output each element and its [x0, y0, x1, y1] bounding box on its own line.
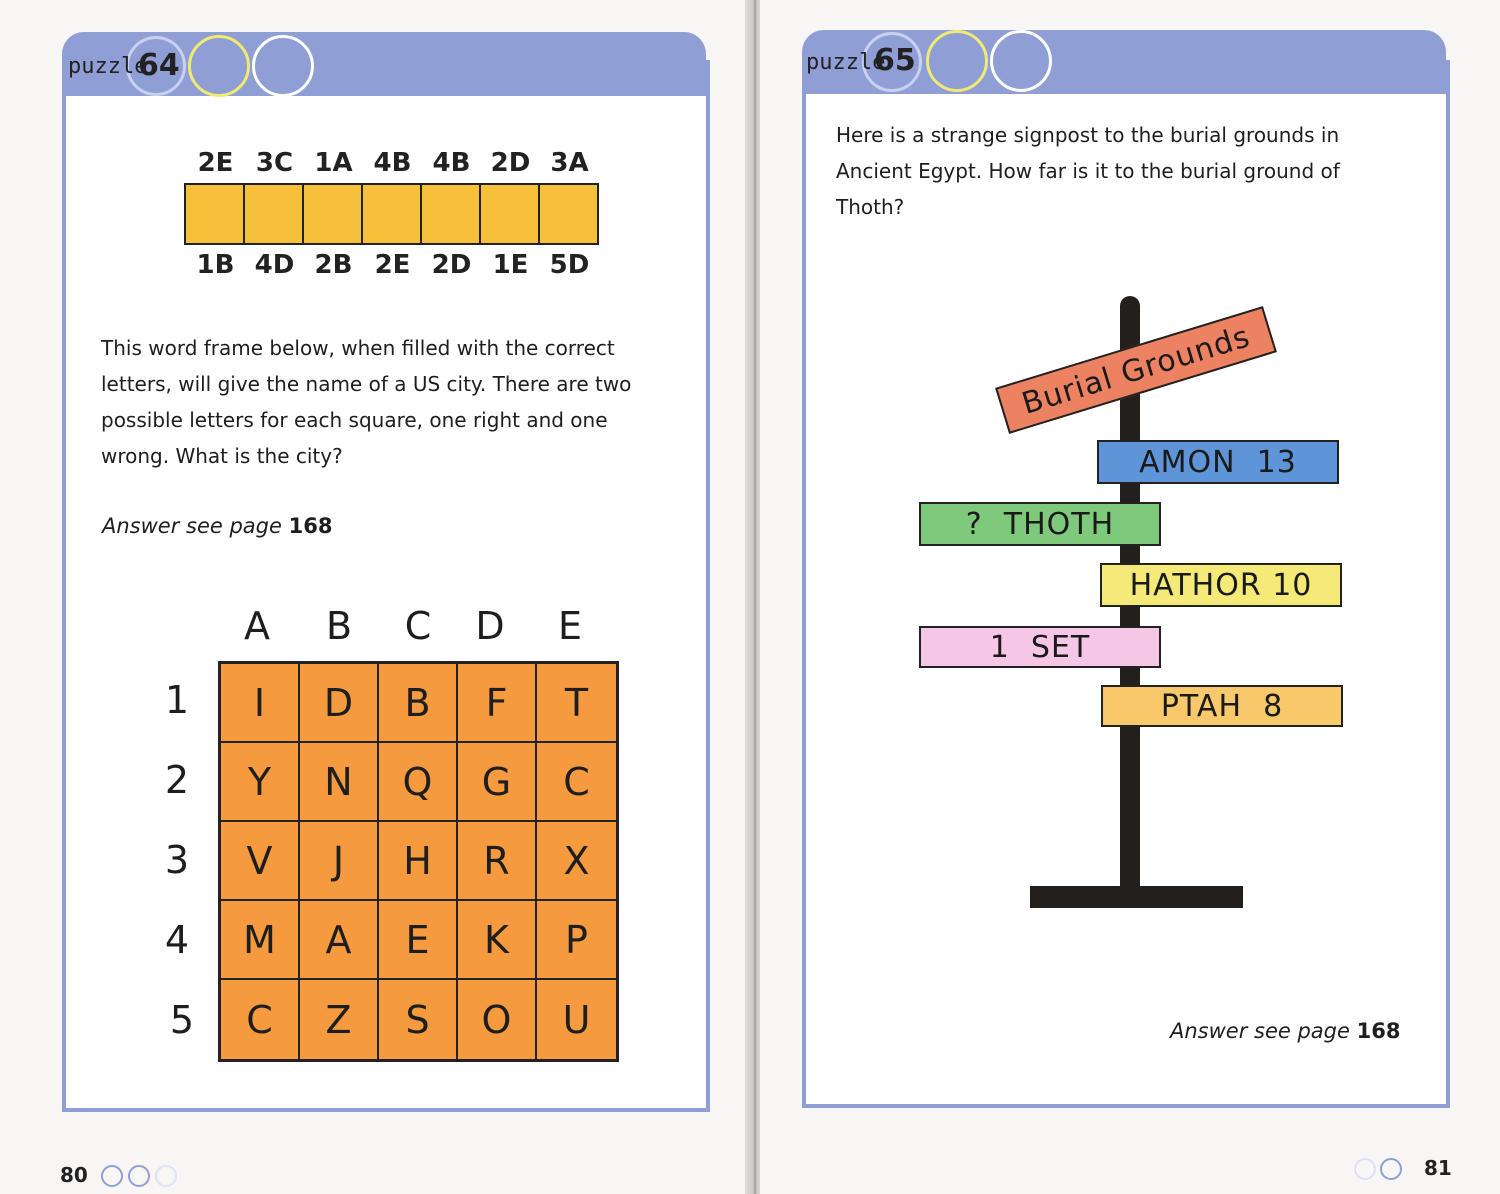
- grid-cell[interactable]: Q: [379, 743, 458, 822]
- code-bottom-label: 1E: [492, 250, 529, 280]
- grid-cell[interactable]: G: [458, 743, 537, 822]
- signpost-base: [1030, 886, 1243, 908]
- code-top-label: 1A: [314, 148, 353, 178]
- answer-page-number: 168: [1356, 1019, 1401, 1043]
- grid-cell[interactable]: V: [221, 822, 300, 901]
- grid-column-header: B: [325, 604, 353, 648]
- right-page: [760, 0, 1500, 1194]
- grid-cell[interactable]: Z: [300, 980, 379, 1059]
- word-frame-square[interactable]: [422, 185, 481, 243]
- code-bottom-label: 1B: [196, 250, 235, 280]
- grid-cell[interactable]: C: [537, 743, 616, 822]
- decorative-circle-icon: [155, 1165, 177, 1187]
- grid-cell[interactable]: M: [221, 901, 300, 980]
- word-frame: [184, 183, 599, 245]
- code-bottom-label: 2B: [314, 250, 353, 280]
- grid-cell[interactable]: N: [300, 743, 379, 822]
- word-frame-square[interactable]: [540, 185, 597, 243]
- grid-row-header: 5: [169, 998, 195, 1042]
- decorative-circle-icon: [128, 1165, 150, 1187]
- grid-row-header: 4: [164, 918, 190, 962]
- left-page: [0, 0, 745, 1194]
- grid-cell[interactable]: A: [300, 901, 379, 980]
- decorative-circle-icon: [101, 1165, 123, 1187]
- grid-cell[interactable]: B: [379, 664, 458, 743]
- grid-row-header: 1: [164, 678, 190, 722]
- grid-cell[interactable]: I: [221, 664, 300, 743]
- code-top-row: [186, 148, 599, 178]
- grid-row-header: 2: [164, 758, 190, 802]
- decorative-ring: [990, 30, 1052, 92]
- code-top-label: 3A: [550, 148, 589, 178]
- grid-cell[interactable]: P: [537, 901, 616, 980]
- grid-column-header: D: [475, 604, 505, 648]
- grid-column-header: A: [244, 604, 270, 648]
- decorative-ring: [926, 30, 988, 92]
- code-top-label: 4B: [432, 148, 471, 178]
- puzzle-instructions: This word frame below, when filled with the correct letters, will give the name of a US city. There are two possible letters for each square, one right and one wrong. What is the city?: [101, 336, 632, 468]
- grid-cell[interactable]: S: [379, 980, 458, 1059]
- puzzle-number: 65: [874, 43, 916, 78]
- letter-grid: [218, 661, 619, 1062]
- sign-hathor: HATHOR 10: [1100, 563, 1342, 607]
- code-bottom-label: 4D: [254, 250, 295, 280]
- puzzle-label: puzzle: [68, 54, 148, 79]
- decorative-ring: [252, 35, 314, 97]
- decorative-ring: [188, 35, 250, 97]
- code-bottom-label: 2E: [374, 250, 411, 280]
- answer-reference: [1170, 1019, 1400, 1043]
- grid-column-header: E: [557, 604, 582, 648]
- puzzle-number: 64: [138, 48, 180, 83]
- answer-prefix: Answer see page: [102, 514, 282, 538]
- code-top-label: 2D: [490, 148, 531, 178]
- code-top-label: 3C: [255, 148, 294, 178]
- answer-prefix: Answer see page: [1170, 1019, 1350, 1043]
- puzzle-instructions: Here is a strange signpost to the burial grounds in Ancient Egypt. How far is it to the burial ground of Thoth?: [836, 123, 1340, 219]
- grid-cell[interactable]: F: [458, 664, 537, 743]
- puzzle-label: puzzle: [806, 50, 886, 75]
- grid-cell[interactable]: U: [562, 997, 591, 1042]
- grid-cell[interactable]: J: [300, 822, 379, 901]
- grid-row-header: 3: [164, 838, 190, 882]
- decorative-circle-icon: [1354, 1158, 1376, 1180]
- decorative-circle-icon: [1380, 1158, 1402, 1180]
- word-frame-square[interactable]: [304, 185, 363, 243]
- grid-cell[interactable]: H: [379, 822, 458, 901]
- sign-burial-grounds: Burial Grounds: [995, 306, 1277, 434]
- grid-cell[interactable]: O: [458, 980, 537, 1059]
- grid-cell[interactable]: X: [537, 822, 616, 901]
- code-top-label: 2E: [197, 148, 234, 178]
- page-number: 81: [1424, 1156, 1452, 1180]
- sign-set: 1 SET: [919, 626, 1161, 668]
- code-bottom-label: 5D: [549, 250, 590, 280]
- sign-amon: AMON 13: [1097, 440, 1339, 484]
- word-frame-square[interactable]: [186, 185, 245, 243]
- grid-cell[interactable]: T: [537, 664, 616, 743]
- answer-reference: [102, 514, 332, 538]
- grid-cell[interactable]: E: [379, 901, 458, 980]
- word-frame-square[interactable]: [481, 185, 540, 243]
- code-top-label: 4B: [373, 148, 412, 178]
- code-bottom-label: 2D: [431, 250, 472, 280]
- grid-cell[interactable]: C: [221, 980, 300, 1059]
- grid-cell[interactable]: Y: [221, 743, 300, 822]
- word-frame-square[interactable]: [245, 185, 304, 243]
- page-number: 80: [60, 1163, 88, 1187]
- answer-page-number: 168: [288, 514, 333, 538]
- sign-ptah: PTAH 8: [1101, 685, 1343, 727]
- code-bottom-row: [186, 250, 599, 280]
- grid-cell[interactable]: R: [458, 822, 537, 901]
- grid-column-header: C: [404, 604, 432, 648]
- grid-cell[interactable]: K: [458, 901, 537, 980]
- sign-thoth: ? THOTH: [919, 502, 1161, 546]
- grid-cell[interactable]: D: [300, 664, 379, 743]
- word-frame-square[interactable]: [363, 185, 422, 243]
